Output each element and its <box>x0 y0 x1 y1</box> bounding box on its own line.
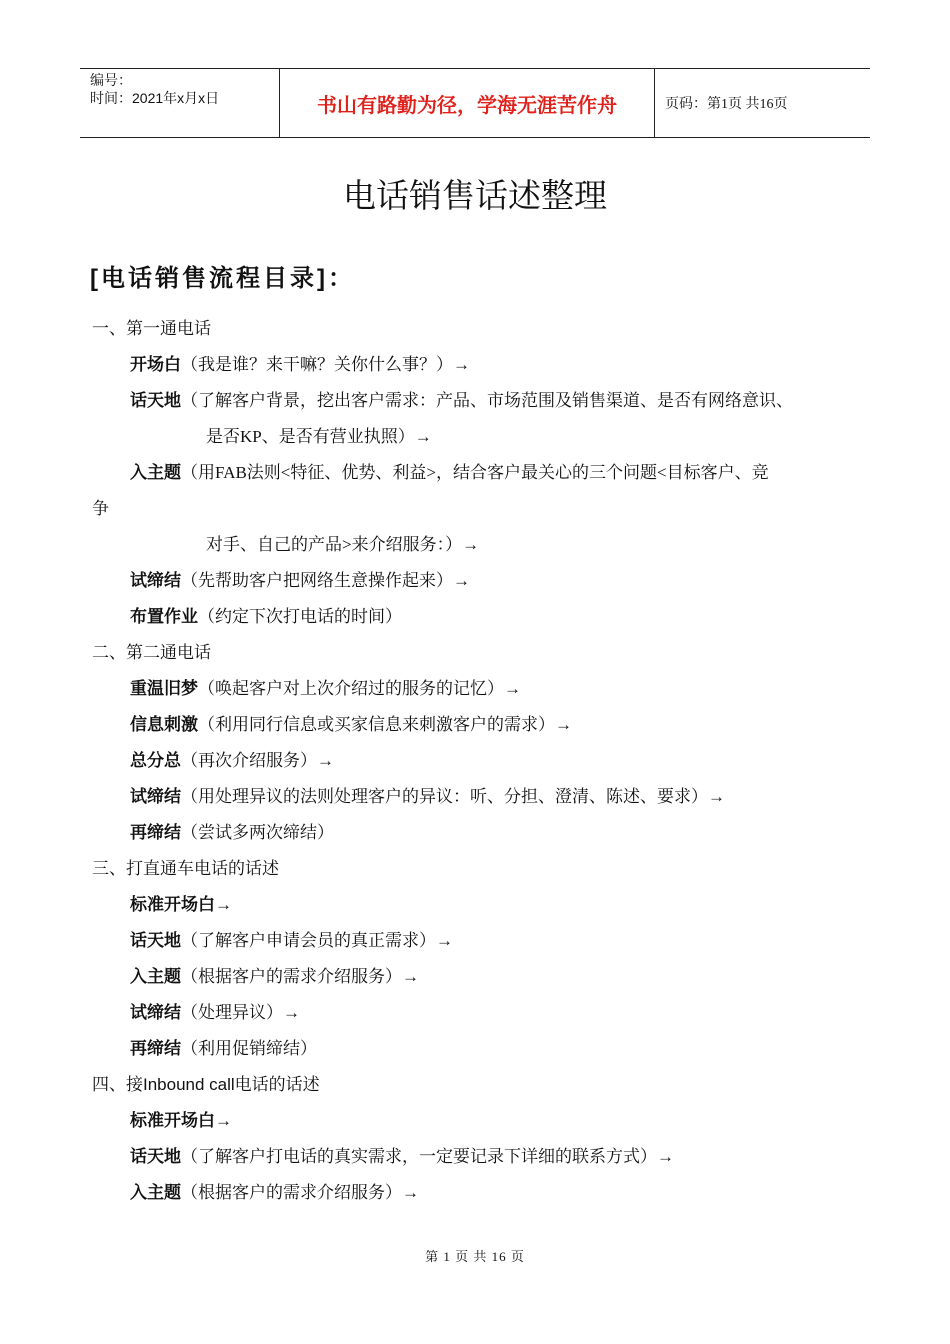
page-footer: 第 1 页 共 16 页 <box>425 1249 525 1264</box>
item-label: 试缔结 <box>130 1003 181 1022</box>
section-heading: 二、第二通电话 <box>92 643 211 662</box>
item-label: 总分总 <box>130 751 181 770</box>
item-text: （根据客户的需求介绍服务）→ <box>181 1183 419 1202</box>
list-item <box>130 569 470 593</box>
item-label: 入主题 <box>130 1183 181 1202</box>
item-label: 再缔结 <box>130 1039 181 1058</box>
list-item <box>130 1181 419 1205</box>
item-label: 标准开场白 <box>130 895 215 914</box>
item-text: （了解客户背景，挖出客户需求：产品、市场范围及销售渠道、是否有网络意识、 <box>181 391 793 410</box>
item-text: （了解客户申请会员的真正需求）→ <box>181 931 453 950</box>
item-label: 入主题 <box>130 967 181 986</box>
item-label: 再缔结 <box>130 823 181 842</box>
time-label: 时间：2021年x月x日 <box>90 90 220 106</box>
item-label: 标准开场白 <box>130 1111 215 1130</box>
section-heading: 四、接Inbound call电话的话述 <box>92 1075 320 1094</box>
list-item <box>130 749 334 773</box>
page-header <box>80 68 870 138</box>
item-text: （根据客户的需求介绍服务）→ <box>181 967 419 986</box>
item-text: （用处理异议的法则处理客户的异议：听、分担、澄清、陈述、要求）→ <box>181 787 725 806</box>
item-text: → <box>215 1111 232 1130</box>
item-label: 入主题 <box>130 463 181 482</box>
list-item <box>130 1001 300 1025</box>
item-text: （唤起客户对上次介绍过的服务的记忆）→ <box>198 679 521 698</box>
list-item <box>130 605 402 629</box>
item-text: （处理异议）→ <box>181 1003 300 1022</box>
item-label: 重温旧梦 <box>130 679 198 698</box>
item-label: 试缔结 <box>130 787 181 806</box>
section-heading: 一、第一通电话 <box>92 319 211 338</box>
list-item <box>130 461 769 485</box>
item-label: 话天地 <box>130 931 181 950</box>
item-label: 话天地 <box>130 1147 181 1166</box>
item-text: （先帮助客户把网络生意操作起来）→ <box>181 571 470 590</box>
item-text: （再次介绍服务）→ <box>181 751 334 770</box>
list-item <box>130 1109 232 1133</box>
list-item <box>130 893 232 917</box>
item-text-continued: 对手、自己的产品>来介绍服务：）→ <box>206 535 480 554</box>
item-text: （尝试多两次缔结） <box>181 823 334 842</box>
item-text: （利用同行信息或买家信息来刺激客户的需求）→ <box>198 715 572 734</box>
list-item <box>130 1145 674 1169</box>
header-motto: 书山有路勤为径，学海无涯苦作舟 <box>280 69 655 137</box>
item-text-continued: 是否KP、是否有营业执照）→ <box>206 427 432 446</box>
section-heading: 三、打直通车电话的话述 <box>92 859 279 878</box>
number-label: 编号： <box>90 72 132 88</box>
list-item <box>130 713 572 737</box>
item-label: 开场白 <box>130 355 181 374</box>
header-page-info: 页码：第1页 共16页 <box>665 97 788 112</box>
item-label: 信息刺激 <box>130 715 198 734</box>
list-item <box>130 353 470 377</box>
list-item <box>130 821 334 845</box>
list-item <box>130 965 419 989</box>
item-label: 布置作业 <box>130 607 198 626</box>
list-item <box>130 785 725 809</box>
item-text: → <box>215 895 232 914</box>
item-label: 话天地 <box>130 391 181 410</box>
list-item <box>130 929 453 953</box>
item-text: （了解客户打电话的真实需求，一定要记录下详细的联系方式）→ <box>181 1147 674 1166</box>
item-text: （利用促销缔结） <box>181 1039 317 1058</box>
list-item <box>130 1037 317 1061</box>
item-text-wrap: 争 <box>92 499 109 518</box>
item-text: （用FAB法则<特征、优势、利益>，结合客户最关心的三个问题<目标客户、竞 <box>181 463 769 482</box>
list-item <box>130 389 793 413</box>
toc-heading: [电话销售流程目录]： <box>90 265 355 292</box>
item-label: 试缔结 <box>130 571 181 590</box>
list-item <box>130 677 521 701</box>
item-text: （我是谁？来干嘛？关你什么事？）→ <box>181 355 470 374</box>
header-meta <box>80 69 280 137</box>
document-title: 电话销售话述整理 <box>343 177 607 214</box>
item-text: （约定下次打电话的时间） <box>198 607 402 626</box>
